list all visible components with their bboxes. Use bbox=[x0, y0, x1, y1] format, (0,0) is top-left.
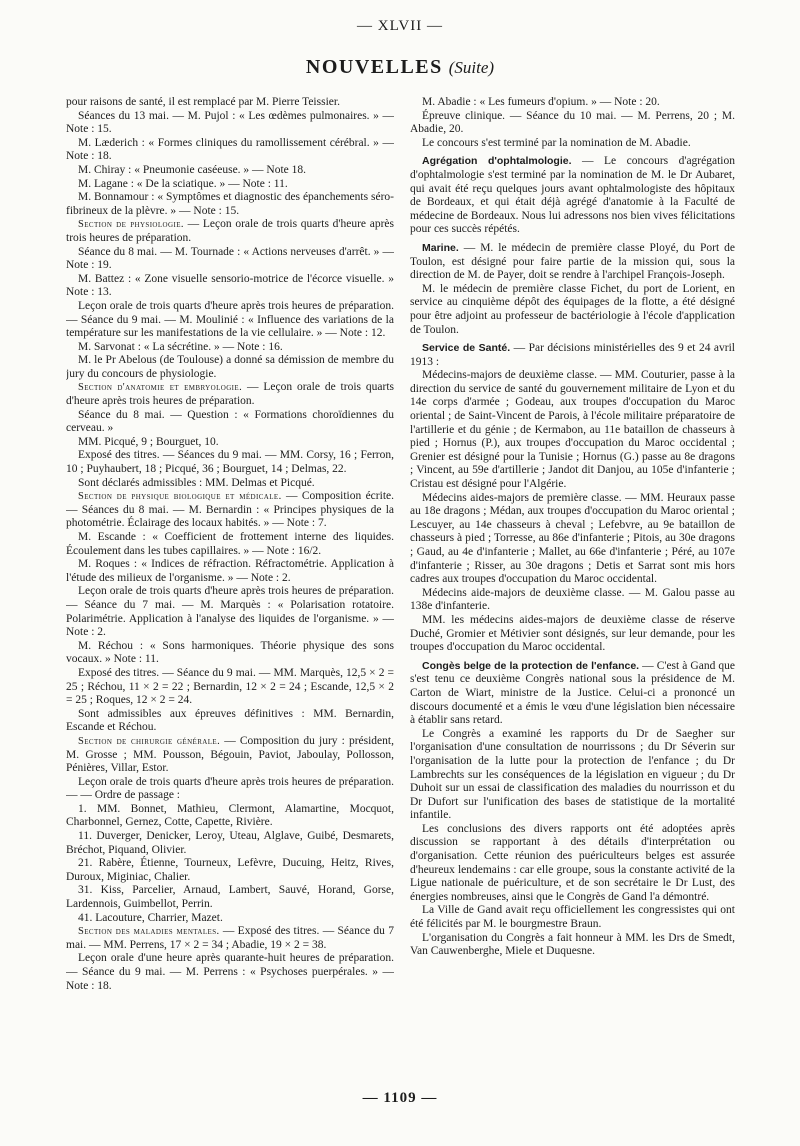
paragraph bbox=[410, 242, 735, 283]
paragraph-text: M. Chiray : « Pneumonie caséeuse. » — Note 18. bbox=[78, 163, 307, 176]
paragraph bbox=[410, 823, 735, 905]
paragraph bbox=[66, 300, 394, 341]
section-title bbox=[0, 56, 800, 79]
paragraph bbox=[66, 273, 394, 300]
paragraph bbox=[66, 164, 394, 178]
paragraph-text: Leçon orale de trois quarts d'heure après trois heures de préparation. — Séance du 7 mai. — M. Marquès : « Polarisation rotatoire. Polarimétrie. Application à l'analyse des liquides de l'organisme. » — Note : 2. bbox=[66, 585, 394, 639]
paragraph-text: Exposé des titres. — Séances du 9 mai. — MM. Corsy, 16 ; Ferron, 10 ; Puyhaubert, 18 ; Picqué, 36 ; Bourguet, 14 ; Delmas, 22. bbox=[66, 449, 394, 476]
paragraph-text: — Exposé des titres. — Séance du 7 mai. — MM. Perrens, 17 × 2 = 34 ; Abadie, 19 × 2 = 38. bbox=[66, 925, 394, 951]
roman-folio: — XLVII — bbox=[357, 18, 443, 34]
paragraph bbox=[410, 660, 735, 728]
paragraph-text: L'organisation du Congrès a fait honneur à MM. les Drs de Smedt, Van Cauwenberghe, Miele et Duquesne. bbox=[410, 931, 735, 958]
paragraph bbox=[66, 477, 394, 491]
paragraph-lead: Congès belge de la protection de l'enfance. bbox=[422, 659, 640, 672]
paragraph-text: Séance du 8 mai. — Question : « Formations choroïdiennes du cerveau. » bbox=[66, 408, 394, 435]
paragraph bbox=[66, 110, 394, 137]
paragraph-text: Médecins-majors de deuxième classe. — MM. Couturier, passe à la direction du service de santé du gouvernement militaire de Lyon et du 14e corps d'armée ; Godeau, aux troupes d'occupation du Maroc oriental ; de Saint-Vincent de Parois, à l'école militaire préparatoire de l'artillerie et du génie ; de Kermabon, au 11e bataillon de chasseurs à pied ; Hornus (P.), aux troupes d'occupation du Maroc occidental ; Grenier est désigné pour la Tunisie ; Hornus (G.) passe au 8e dragons ; Vincent, au 59e d'artillerie ; Jandot dit Danjou, au 105e d'infanterie ; Cristau est désigné pour l'Algérie. bbox=[410, 369, 735, 491]
paragraph bbox=[66, 558, 394, 585]
paragraph bbox=[410, 614, 735, 655]
paragraph-text: M. Réchou : « Sons harmoniques. Théorie physique des sons vocaux. » Note : 11. bbox=[66, 639, 394, 666]
paragraph bbox=[66, 96, 394, 110]
left-column bbox=[66, 96, 394, 1081]
paragraph bbox=[66, 857, 394, 884]
paragraph-text: Leçon orale d'une heure après quarante-huit heures de préparation. — Séance du 9 mai. — M. Perrens : « Psychoses puerpérales. » — Note : 18. bbox=[66, 952, 394, 992]
paragraph bbox=[66, 191, 394, 218]
paragraph bbox=[66, 667, 394, 708]
paragraph-text: Le Congrès a examiné les rapports du Dr de Saegher sur l'organisation d'une consultation de nourrissons ; du Dr Séverin sur l'organisation de la lutte pour la protection de l'enfance ; du Dr Lambrechts sur les conséquences de la législation en vigueur ; du Dr Duhoit sur un essai de classification des maladies du nourrisson et du Dr Dufort sur l'unification des bases de statistique de la mortalité infantile. bbox=[410, 727, 735, 822]
paragraph bbox=[66, 531, 394, 558]
paragraph bbox=[66, 381, 394, 408]
paragraph bbox=[410, 492, 735, 587]
paragraph bbox=[66, 354, 394, 381]
paragraph bbox=[66, 585, 394, 639]
paragraph-text: Séance du 8 mai. — M. Tournade : « Actions nerveuses d'arrêt. » — Note : 19. bbox=[66, 245, 394, 272]
paragraph-text: Le concours s'est terminé par la nomination de M. Abadie. bbox=[422, 136, 691, 149]
paragraph bbox=[66, 409, 394, 436]
paragraph bbox=[66, 137, 394, 164]
paragraph-text: 1. MM. Bonnet, Mathieu, Clermont, Alamartine, Mocquot, Charbonnel, Gernez, Cotte, Capette, Rivière. bbox=[66, 802, 394, 829]
paragraph bbox=[410, 369, 735, 491]
paragraph-text: — Composition écrite. — Séances du 8 mai. — M. Bernardin : « Principes physiques de la photométrie. Éclairage des locaux habités. » — Note : 7. bbox=[66, 490, 394, 530]
paragraph-text: — Leçon orale de trois quarts d'heure après trois heures de préparation. bbox=[66, 381, 394, 408]
paragraph-text: Épreuve clinique. — Séance du 10 mai. — M. Perrens, 20 ; M. Abadie, 20. bbox=[410, 109, 735, 136]
paragraph bbox=[66, 218, 394, 245]
paragraph bbox=[410, 96, 735, 110]
paragraph-lead: Section d'anatomie et embryologie. bbox=[78, 382, 243, 394]
paragraph-text: Les conclusions des divers rapports ont été adoptées après discussion se rapportant à des détails d'interprétation ou d'organisation. Cette réunion des puériculteurs belges est assurée d'heureux lendemains : car elle groupe, sous la constante activité de la Ligue nationale de puériculture, et de son secrétaire le Dr Lust, des énergies nombreuses, ainsi que le Congrès de Gand l'a démontré. bbox=[410, 822, 735, 903]
paragraph bbox=[66, 803, 394, 830]
paragraph bbox=[66, 830, 394, 857]
title-suite: (Suite) bbox=[448, 58, 495, 77]
page-number: — 1109 — bbox=[362, 1090, 438, 1106]
paragraph-text: 41. Lacouture, Charrier, Mazet. bbox=[78, 911, 223, 924]
paragraph-text: M. Escande : « Coefficient de frottement interne des liquides. Écoulement dans les tubes capillaires. » — Note : 16/2. bbox=[66, 531, 394, 557]
paragraph-lead: Section de physique biologique et médicale. bbox=[78, 491, 282, 503]
paragraph bbox=[66, 341, 394, 355]
paragraph bbox=[410, 283, 735, 337]
paragraph-text: MM. les médecins aides-majors de deuxième classe de réserve Duché, Gromier et Métivier sont désignés, sur leur demande, pour les troupes d'occupation du Maroc occidental. bbox=[410, 613, 735, 654]
paragraph bbox=[66, 490, 394, 531]
paragraph-text: — M. le médecin de première classe Ployé, du Port de Toulon, est désigné pour faire partie de la mission qui, sous la direction de M. de Payer, doit se rendre à l'archipel François-Joseph. bbox=[410, 241, 735, 282]
paragraph bbox=[410, 587, 735, 614]
paragraph-text: — Leçon orale de trois quarts d'heure après trois heures de préparation. bbox=[66, 218, 394, 244]
paragraph-text: Séances du 13 mai. — M. Pujol : « Les œdèmes pulmonaires. » — Note : 15. bbox=[66, 109, 394, 136]
right-column bbox=[410, 96, 735, 1081]
paragraph-lead: Service de Santé. bbox=[422, 342, 511, 355]
paragraph bbox=[66, 640, 394, 667]
paragraph bbox=[410, 155, 735, 237]
paragraph-lead: Section de chirurgie générale. bbox=[78, 735, 221, 747]
paragraph bbox=[410, 932, 735, 959]
paragraph bbox=[410, 728, 735, 823]
paragraph bbox=[66, 436, 394, 450]
paragraph bbox=[66, 952, 394, 993]
paragraph bbox=[66, 708, 394, 735]
paragraph bbox=[66, 735, 394, 776]
paragraph-lead: Section de physiologie. bbox=[78, 219, 184, 231]
paragraph-lead: Marine. bbox=[422, 241, 459, 254]
paragraph-text: M. Bonnamour : « Symptômes et diagnostic des épanchements séro-fibrineux de la plèvre. » — Note : 15. bbox=[66, 191, 394, 217]
paragraph bbox=[410, 110, 735, 137]
paragraph-text: Médecins aides-majors de première classe. — MM. Heuraux passe au 18e dragons ; Médan, aux troupes d'occupation du Maroc oriental ; Lescuyer, au 14e chasseurs à cheval ; Lefebvre, au 9e bataillon de chasseurs à pied ; Torresse, au 86e d'infanterie ; Pitois, au 30e dragons ; Gaud, au 4e d'infanterie ; Mallet, au 66e d'infanterie ; Péré, au 107e d'infanterie ; Risser, au 30e dragons ; Detis et Sarrat sont mis hors cadres aux troupes d'occupation du Maroc occidental. bbox=[410, 491, 735, 586]
paragraph-text: pour raisons de santé, il est remplacé par M. Pierre Teissier. bbox=[66, 96, 340, 108]
paragraph-text: Sont déclarés admissibles : MM. Delmas et Picqué. bbox=[78, 476, 315, 489]
paragraph-text: Leçon orale de trois quarts d'heure après trois heures de préparation. — — Ordre de passage : bbox=[66, 775, 394, 802]
paragraph-text: Leçon orale de trois quarts d'heure après trois heures de préparation. — Séance du 9 mai. — M. Moulinié : « Influence des variations de la température sur les manifestations de la vie cellulaire. » — Note : 12. bbox=[66, 299, 394, 340]
paragraph bbox=[66, 912, 394, 926]
paragraph-text: M. le Pr Abelous (de Toulouse) a donné sa démission de membre du jury du concours de physiologie. bbox=[66, 354, 394, 380]
paragraph-text: Médecins aide-majors de deuxième classe. — M. Galou passe au 138e d'infanterie. bbox=[410, 586, 735, 613]
paragraph-text: M. Abadie : « Les fumeurs d'opium. » — Note : 20. bbox=[422, 96, 660, 108]
paragraph bbox=[410, 904, 735, 931]
paragraph-text: M. Roques : « Indices de réfraction. Réfractométrie. Application à l'étude des milieux de l'organisme. » — Note : 2. bbox=[66, 558, 394, 584]
paragraph bbox=[66, 178, 394, 192]
paragraph-text: M. Lagane : « De la sciatique. » — Note : 11. bbox=[78, 177, 288, 190]
paragraph-text: — Le concours d'agrégation d'ophtalmologie s'est terminé par la nomination de M. le Dr Aubaret, qui avait été reçu quelques jours avant ophtalmologiste des hôpitaux de Bordeaux, et qui était déjà agrégé d'anatomie à la Faculté de médecine de Bordeaux. Nous lui adressons nos bien vives félicitations pour ces succès répétés. bbox=[410, 155, 735, 236]
paragraph-text: Exposé des titres. — Séance du 9 mai. — MM. Marquès, 12,5 × 2 = 25 ; Réchou, 11 × 2 = 22 ; Bernardin, 12 × 2 = 24 ; Escande, 12,5 × 2 = 25 ; Roques, 12 × 2 = 24. bbox=[66, 666, 394, 707]
paragraph-text: MM. Picqué, 9 ; Bourguet, 10. bbox=[78, 435, 219, 448]
paragraph-text: 21. Rabère, Étienne, Tourneux, Lefèvre, Ducuing, Heitz, Rives, Duroux, Miginiac, Chalier. bbox=[66, 857, 394, 883]
title-text: NOUVELLES bbox=[305, 56, 443, 78]
paragraph bbox=[66, 776, 394, 803]
paragraph-text: M. le médecin de première classe Fichet, du port de Lorient, en service au cinquième dépôt des équipages de la flotte, a été désigné pour être adjoint au professeur de bactériologie à l'école d'application de Toulon. bbox=[410, 282, 735, 336]
paragraph-text: — Par décisions ministérielles des 9 et 24 avril 1913 : bbox=[410, 342, 735, 368]
paragraph-text: M. Læderich : « Formes cliniques du ramollissement cérébral. » — Note : 18. bbox=[66, 136, 394, 163]
paragraph-text: 31. Kiss, Parcelier, Arnaud, Lambert, Sauvé, Horand, Gorse, Lardennois, Guimbellot, Perrin. bbox=[66, 884, 394, 911]
paragraph-text: 11. Duverger, Denicker, Leroy, Uteau, Alglave, Guibé, Desmarets, Bréchot, Piquand, Olivier. bbox=[66, 830, 394, 856]
paragraph-text: — C'est à Gand que s'est tenu ce deuxième Congrès national sous la présidence de M. Carton de Wiart, ministre de la Justice. Celui-ci a prononcé un discours documenté et a émis le vœu d'une législation bien nécessaire à établir sans retard. bbox=[410, 659, 735, 727]
paragraph-text: M. Sarvonat : « La sécrétine. » — Note : 16. bbox=[78, 340, 283, 353]
paragraph-text: M. Battez : « Zone visuelle sensorio-motrice de l'écorce visuelle. » Note : 13. bbox=[66, 272, 394, 299]
paragraph-text: La Ville de Gand avait reçu officiellement les congressistes qui ont été félicités par M. le bourgmestre Braun. bbox=[410, 904, 735, 931]
paragraph-lead: Agrégation d'ophtalmologie. bbox=[422, 155, 572, 168]
paragraph bbox=[410, 137, 735, 151]
paragraph-lead: Section des maladies mentales. bbox=[78, 926, 220, 938]
paragraph bbox=[66, 246, 394, 273]
paragraph bbox=[410, 342, 735, 369]
paragraph bbox=[66, 449, 394, 476]
paragraph-text: Sont admissibles aux épreuves définitives : MM. Bernardin, Escande et Réchou. bbox=[66, 707, 394, 734]
paragraph bbox=[66, 925, 394, 952]
paragraph bbox=[66, 884, 394, 911]
paragraph-text: — Composition du jury : président, M. Grosse ; MM. Pousson, Bégouin, Paviot, Jaboulay, Pollosson, Pénières, Villar, Estor. bbox=[66, 734, 394, 775]
